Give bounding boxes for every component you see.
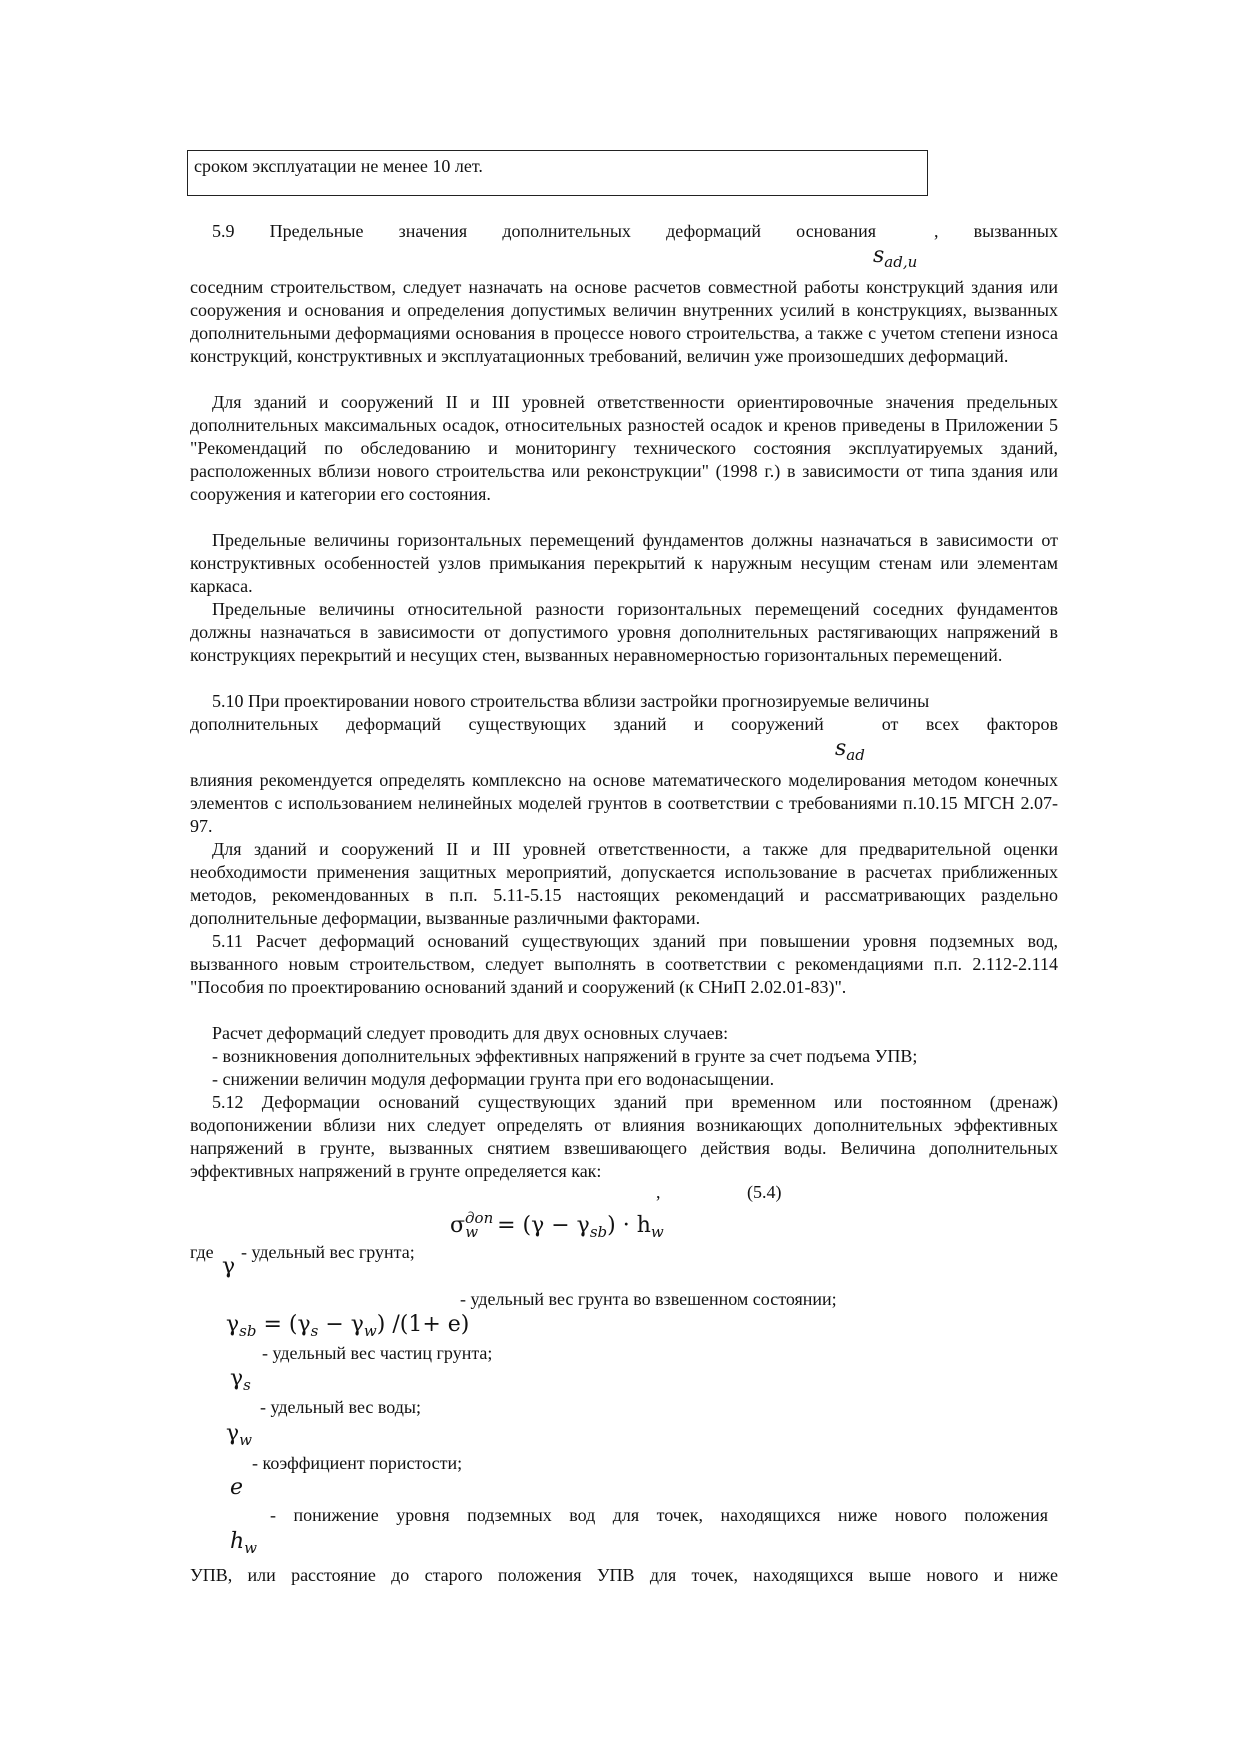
- gamma-sb-formula: $\gamma_{sb} = (\gamma_s - \gamma_w)$ /(1+ e): [226, 1312, 470, 1340]
- gamma-w-definition: - удельный вес воды;: [260, 1397, 421, 1417]
- gamma-s-definition: - удельный вес частиц грунта;: [262, 1343, 493, 1363]
- equation-number: (5.4): [747, 1182, 782, 1202]
- table-cell-text: сроком эксплуатации не менее 10 лет.: [194, 156, 483, 176]
- gamma-sb-definition: - удельный вес грунта во взвешенном состоянии;: [460, 1289, 837, 1309]
- where-label: где: [190, 1242, 214, 1262]
- paragraph-5-9-b: Для зданий и сооружений II и III уровней ответственности ориентировочные значения предельных дополнительных максимальных осадок, относительных разностей осадок и кренов приведены в Приложении 5 "Рекомендаций по обследованию и мониторингу технического состояния эксплуатируемых зданий, расположенных вблизи нового строительства или реконструкции" (1998 г.) в зависимости от типа здания или сооружения и категории его состояния.: [190, 392, 1058, 504]
- paragraph-5-10-line1: 5.10 При проектировании нового строительства вблизи застройки прогнозируемые величины: [212, 691, 930, 711]
- gamma-symbol: γ: [222, 1254, 236, 1279]
- paragraph-5-11-b: Расчет деформаций следует проводить для двух основных случаев:: [212, 1023, 729, 1043]
- equation-comma: ,: [656, 1182, 661, 1202]
- paragraph-5-11: 5.11 Расчет деформаций оснований существующих зданий при повышении уровня подземных вод, вызванного новым строительством, следует выполнять в соответствии с рекомендациями п.п. 2.112-2.114 "Пособия по проектированию оснований зданий и сооружений (к СНиП 2.02.01-83)".: [190, 931, 1058, 997]
- e-symbol: e: [230, 1475, 244, 1500]
- paragraph-5-12: 5.12 Деформации оснований существующих зданий при временном или постоянном (дренаж) водопонижении вблизи них следует определять от влияния возникающих дополнительных эффективных напряжений в грунте, вызванных снятием взвешивающего действия воды. Величина дополнительных эффективных напряжений в грунте определяется как:: [190, 1092, 1058, 1181]
- h-w-definition: - понижение уровня подземных вод для точек, находящихся ниже нового положения: [270, 1505, 1048, 1525]
- gamma-definition: - удельный вес грунта;: [241, 1242, 415, 1262]
- gamma-s-symbol: $\gamma_s$: [230, 1366, 251, 1394]
- table-cell-fragment: [187, 150, 928, 196]
- e-definition: - коэффициент пористости;: [252, 1453, 463, 1473]
- h-w-symbol: $h_w$: [230, 1529, 258, 1557]
- paragraph-5-9-c: Предельные величины горизонтальных перемещений фундаментов должны назначаться в зависимости от конструктивных особенностей узлов примыкания перекрытий к наружным несущим стенам или элементам каркаса.: [190, 530, 1058, 596]
- symbol-s-ad-u: $s_{ad,u}$: [873, 243, 918, 271]
- paragraph-5-11-d: - снижении величин модуля деформации грунта при его водонасыщении.: [212, 1069, 775, 1089]
- symbol-s-ad: $s_{ad}$: [835, 736, 865, 764]
- equation-5-4: $\sigma^{доп}_w = (\gamma - \gamma_{sb}) \cdot h_w$: [450, 1209, 664, 1241]
- paragraph-5-10-b: Для зданий и сооружений II и III уровней ответственности, а также для предварительной оценки необходимости применения защитных мероприятий, допускается использование в расчетах приближенных методов, рекомендованных в п.п. 5.11-5.15 настоящих рекомендаций и рассматривающих раздельно дополнительные деформации, вызванные различными факторами.: [190, 839, 1058, 928]
- paragraph-5-9-body: соседним строительством, следует назначать на основе расчетов совместной работы конструкций здания или сооружения и основания и определения допустимых величин внутренних усилий в конструкциях, вызванных дополнительными деформациями основания в процессе нового строительства, а также с учетом степени износа конструкций, конструктивных и эксплуатационных требований, величин уже произошедших деформаций.: [190, 277, 1058, 366]
- paragraph-5-10-line2: дополнительных деформаций существующих зданий и сооружений от всех факторов: [190, 714, 1058, 734]
- paragraph-5-10-body: влияния рекомендуется определять комплексно на основе математического моделирования методом конечных элементов с использованием нелинейных моделей грунтов в соответствии с требованиями п.10.15 МГСН 2.07-97.: [190, 770, 1058, 836]
- final-line: УПВ, или расстояние до старого положения УПВ для точек, находящихся выше нового и ниже: [190, 1565, 1058, 1585]
- paragraph-5-9-line1: 5.9 Предельные значения дополнительных деформаций основания , вызванных: [212, 221, 1058, 241]
- gamma-w-symbol: $\gamma_w$: [226, 1421, 252, 1449]
- paragraph-5-11-c: - возникновения дополнительных эффективных напряжений в грунте за счет подъема УПВ;: [212, 1046, 918, 1066]
- paragraph-5-9-d: Предельные величины относительной разности горизонтальных перемещений соседних фундаментов должны назначаться в зависимости от допустимого уровня дополнительных растягивающих напряжений в конструкциях перекрытий и несущих стен, вызванных неравномерностью горизонтальных перемещений.: [190, 599, 1058, 665]
